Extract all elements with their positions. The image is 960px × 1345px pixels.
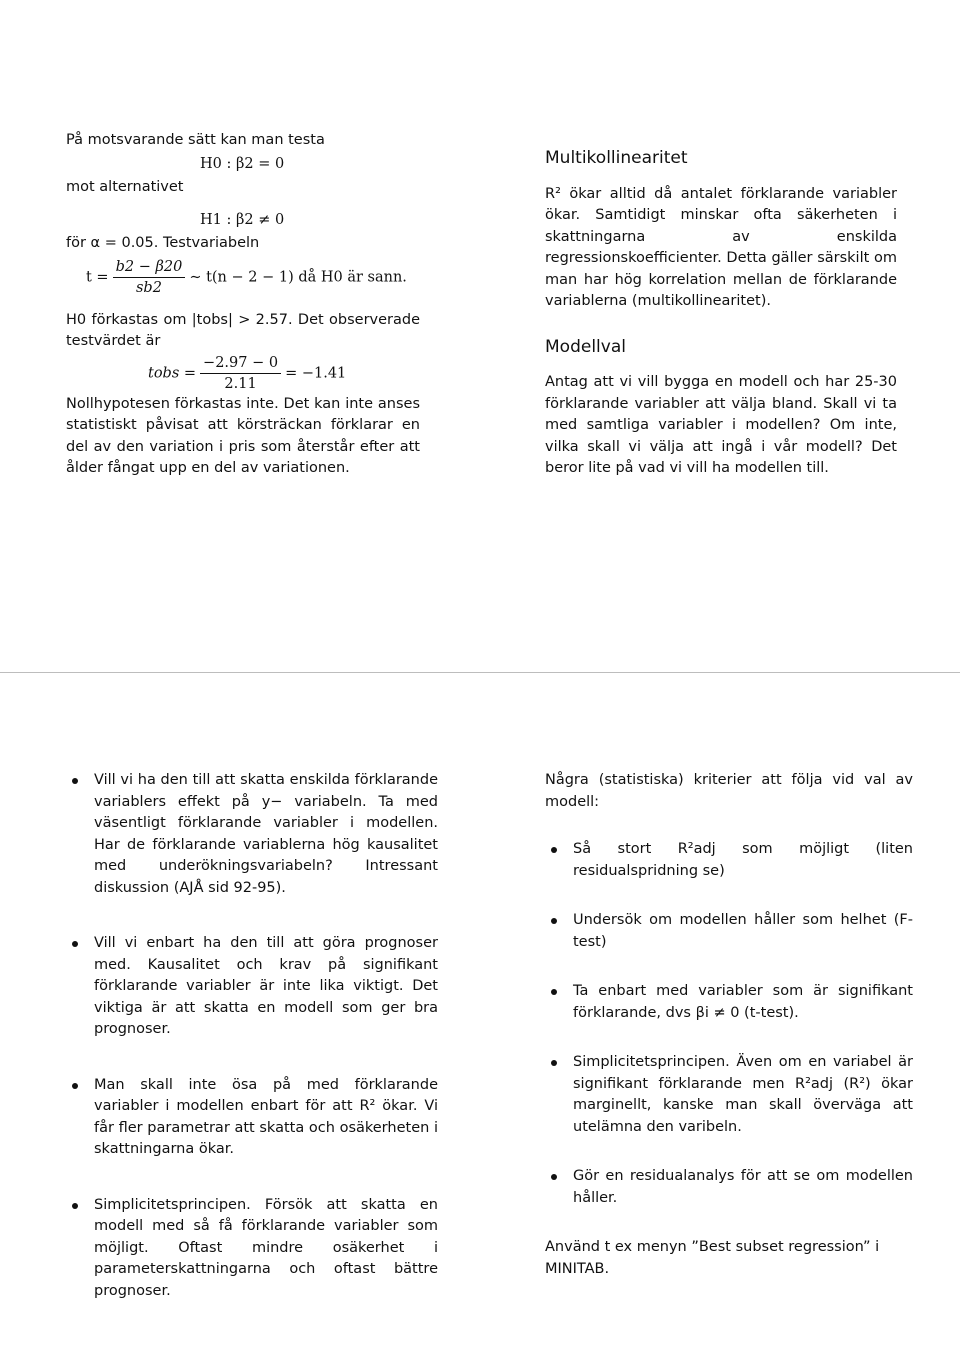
p1-tobs-fraction [200,353,281,394]
page1-content [66,130,420,480]
p3-bullet-2: Vill vi enbart ha den till att göra prognoser med. Kausalitet och krav på signifikant förklarande variabler är inte lika viktigt. Det viktiga är att skatta en modell som ger bra prognoser. [66,933,438,1041]
p1-tobs-lhs: tobs = [148,365,197,381]
p4-bullet-4: Simplicitetsprincipen. Även om en variabel är signifikant förklarande men R²adj (R²) ökar marginellt, kanske man skall överväga att utelämna den varibeln. [545,1052,913,1138]
p4-bullet-list [545,839,913,1209]
p4-bullet-1: Så stort R²adj som möjligt (liten residualspridning se) [545,839,913,882]
p4-footer: Använd t ex menyn ”Best subset regression” i MINITAB. [545,1239,880,1277]
p1-t-formula [86,257,420,298]
p3-bullet-3: Man skall inte ösa på med förklarande variabler i modellen enbart för att R² ökar. Vi får fler parametrar att skatta och osäkerheten i skattningarna ökar. [66,1075,438,1161]
p1-tobs-formula [148,353,420,394]
p1-tobs-den: 2.11 [224,375,257,392]
page-divider [0,672,960,673]
p2-para2: Antag att vi vill bygga en modell och har 25-30 förklarande variabler att välja bland. Skall vi ta med samtliga variabler i modellen? Om inte, vilka skall vi välja att ingå i vår modell? Det beror lite på vad vi vill ha modellen till. [545,374,897,476]
p1-t-rhs: ∼ t(n − 2 − 1) då H0 är sann. [189,269,407,285]
p3-bullet-4: Simplicitetsprincipen. Försök att skatta en modell med så få förklarande variabler som möjligt. Oftast mindre osäkerhet i parameterskattningarna och oftast bättre prognoser. [66,1195,438,1303]
page3-content [66,770,438,1302]
p2-para1: R² ökar alltid då antalet förklarande variabler ökar. Samtidigt minskar ofta säkerheten i skattningarna av enskilda regressionskoefficienter. Detta gäller särskilt om man har hög korrelation mellan de förklarande variablerna (multikollinearitet). [545,185,897,309]
p1-t-den: sb2 [135,279,162,296]
page2-content [545,148,897,480]
p1-reject-rule: H0 förkastas om |tobs| > 2.57. Det observerade testvärdet är [66,311,420,349]
p3-bullet-list [66,770,438,1302]
p1-t-fraction [113,257,186,298]
p3-bullet-1: Vill vi ha den till att skatta enskilda förklarande variablers effekt på y− variabeln. Ta med väsentligt förklarande variabler i modellen. Har de förklarande variablerna hög kausalitet med underökningsvariabeln? Intressant diskussion (AJÅ sid 92-95). [66,770,438,899]
p1-tobs-num: −2.97 − 0 [200,353,281,374]
p2-heading-multikollinearitet: Multikollinearitet [545,148,688,168]
p1-tobs-rhs: = −1.41 [285,365,347,381]
p4-intro: Några (statistiska) kriterier att följa vid val av modell: [545,772,913,810]
p1-t-num: b2 − β20 [113,257,186,278]
p1-alt-label: mot alternativet [66,179,184,195]
p1-intro: På motsvarande sätt kan man testa [66,132,325,148]
p4-bullet-5: Gör en residualanalys för att se om modellen håller. [545,1166,913,1209]
p1-alpha-line: för α = 0.05. Testvariabeln [66,235,260,251]
page4-content [545,770,913,1280]
p1-conclusion: Nollhypotesen förkastas inte. Det kan inte anses statistiskt påvisat att körsträckan förklarar en del av den variation i pris som återstår efter att ålder fångat upp en del av variationen. [66,395,420,476]
p4-bullet-3: Ta enbart med variabler som är signifikant förklarande, dvs βi ≠ 0 (t-test). [545,981,913,1024]
p4-bullet-2: Undersök om modellen håller som helhet (F-test) [545,910,913,953]
p1-t-lhs: t = [86,269,109,285]
p1-h1: H1 : β2 ≠ 0 [200,211,285,228]
p2-heading-modellval: Modellval [545,336,626,357]
p1-h0: H0 : β2 = 0 [200,155,285,172]
